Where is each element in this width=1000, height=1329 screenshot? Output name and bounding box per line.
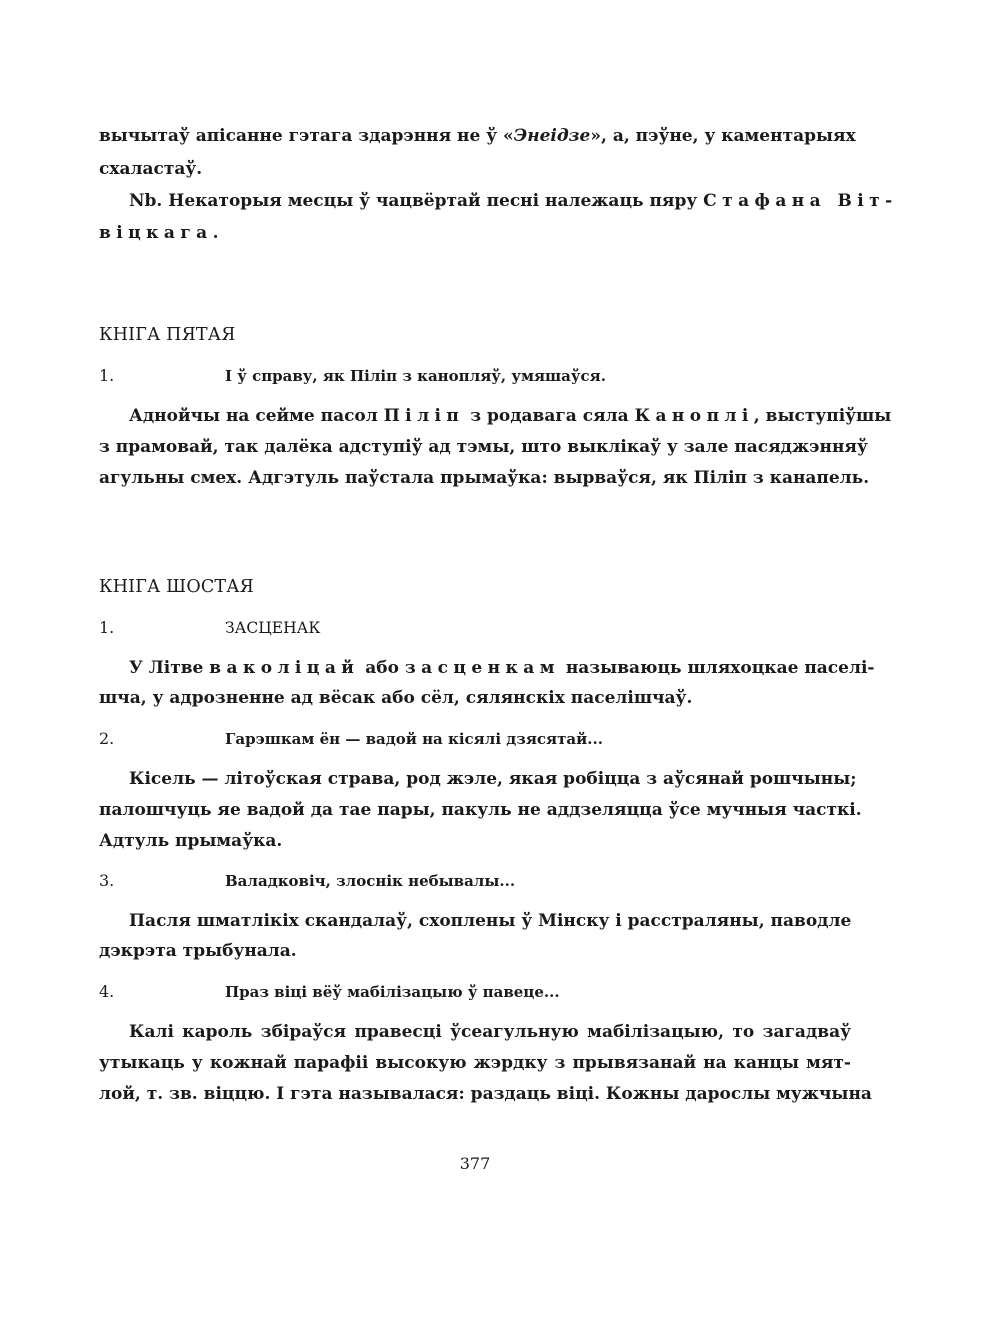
intro-line-2: схаластаў.	[99, 159, 203, 179]
note-lemma: Гарэшкам ён — вадой на кісялі дзясятай...	[225, 730, 603, 748]
note-text-line: палошчуць яе вадой да тае пары, пакуль не аддзеляцца ўсе мучныя часткі.	[99, 800, 862, 820]
note-number: 4.	[99, 982, 115, 1001]
note-lemma: Валадковіч, злоснік небывалы...	[225, 872, 516, 890]
note-number: 3.	[99, 871, 115, 890]
note-number: 1.	[99, 618, 115, 637]
italic-title: Энеідзе	[513, 126, 591, 146]
nb-line-1: Nb. Некаторыя месцы ў чацвёртай песні належаць пяру Стафана Віт-	[129, 191, 898, 211]
note-text-line: Пасля шматлікіх скандалаў, схоплены ў Мінску і расстраляны, паводле	[129, 911, 852, 931]
note-text-line: У Літве ваколіцай або засценкам называюць шляхоцкае паселі-	[129, 658, 875, 678]
note-text-line: утыкаць у кожнай парафіі высокую жэрдку з прывязанай на канцы мят-	[99, 1053, 851, 1073]
note-text-line: Калі кароль збіраўся правесці ўсеагульную мабілізацыю, то загадваў	[129, 1022, 851, 1042]
intro-line-1: вычытаў апісанне гэтага здарэння не ў «Энеідзе», а, пэўне, у каментарыях	[99, 126, 856, 146]
note-text-line: лой, т. зв. віццю. І гэта называлася: раздаць віці. Кожны дарослы мужчына	[99, 1084, 872, 1104]
note-text-line: агульны смех. Адгэтуль паўстала прымаўка: вырваўся, як Піліп з канапель.	[99, 468, 870, 488]
note-text-line: Кісель — літоўская страва, род жэле, якая робіцца з аўсянай рошчыны;	[129, 769, 857, 789]
note-text-line: Адтуль прымаўка.	[99, 831, 283, 851]
note-number: 1.	[99, 366, 115, 385]
book-heading-5: КНІГА ПЯТАЯ	[99, 325, 236, 345]
book-heading-6: КНІГА ШОСТАЯ	[99, 577, 254, 597]
note-text-line: Аднойчы на сейме пасол Піліп з родавага сяла Каноплі, выступіўшы	[129, 406, 892, 426]
note-lemma: І ў справу, як Піліп з канопляў, умяшаўся.	[225, 367, 606, 385]
note-lemma: ЗАСЦЕНАК	[225, 619, 321, 637]
note-lemma: Праз віці вёў мабілізацыю ў павеце...	[225, 983, 560, 1001]
nb-line-2: віцкага.	[99, 223, 219, 243]
page-number: 377	[459, 1154, 491, 1173]
note-text-line: шча, у адрозненне ад вёсак або сёл, сялянскіх паселішчаў.	[99, 688, 693, 708]
note-text-line: дэкрэта трыбунала.	[99, 941, 297, 961]
note-text-line: з прамовай, так далёка адступіў ад тэмы, што выклікаў у зале пасяджэнняў	[99, 437, 868, 457]
book-page	[99, 0, 898, 1329]
note-number: 2.	[99, 729, 115, 748]
